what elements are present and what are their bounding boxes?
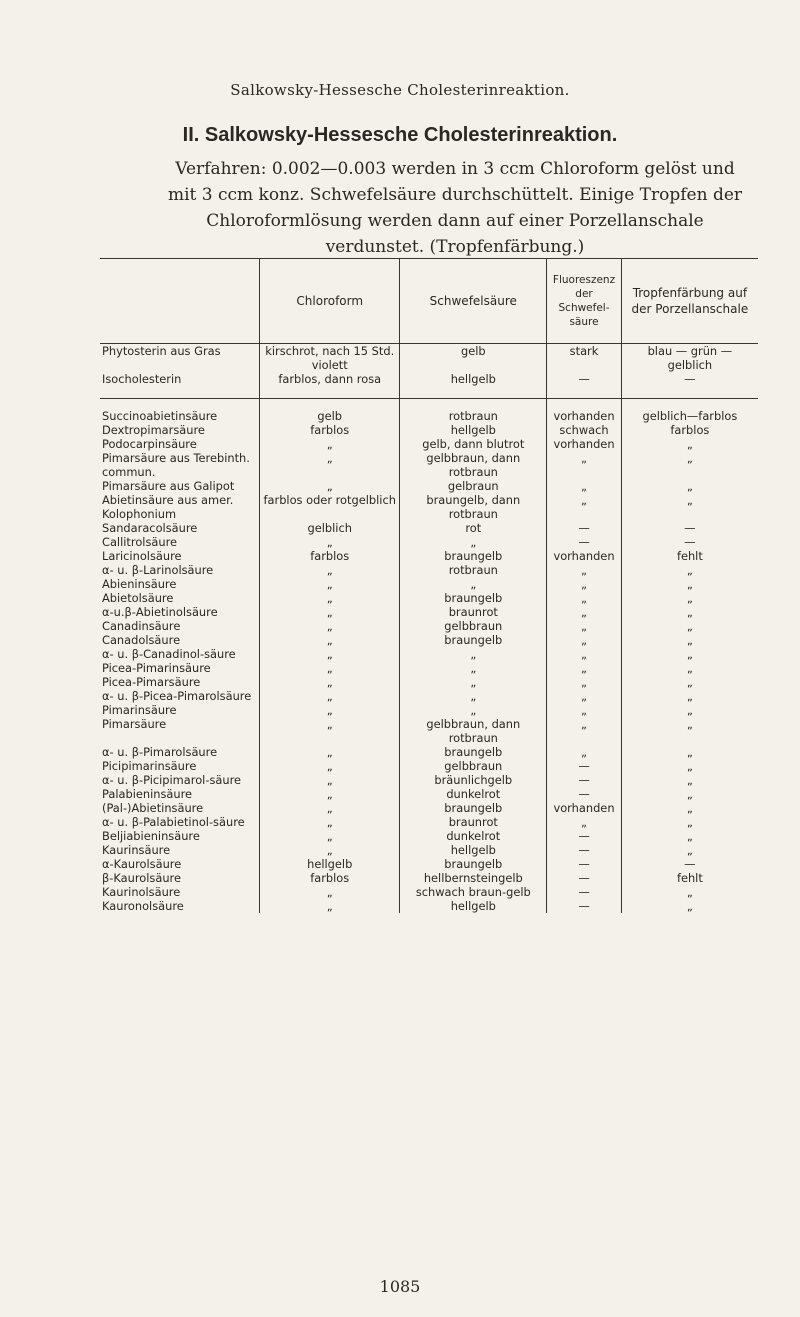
cell-tropfenfaerbung: farblos — [621, 423, 758, 437]
cell-fluoreszenz: „ — [547, 633, 621, 647]
cell-tropfenfaerbung: „ — [621, 829, 758, 843]
spacer-cell — [260, 399, 400, 410]
cell-substance: Phytosterin aus Gras — [102, 344, 221, 358]
table-row — [100, 717, 758, 745]
table-row — [100, 372, 758, 386]
table-row — [100, 563, 758, 577]
cell-fluoreszenz: „ — [547, 675, 621, 689]
cell-substance: Palabieninsäure — [102, 787, 193, 801]
cell-fluoreszenz: „ — [547, 451, 621, 479]
acid-rows — [100, 399, 758, 914]
cell-tropfenfaerbung: „ — [621, 493, 758, 521]
cell-tropfenfaerbung: „ — [621, 633, 758, 647]
cell-chloroform: „ — [260, 563, 400, 577]
cell-chloroform: „ — [260, 647, 400, 661]
cell-schwefelsaeure: braunrot — [400, 815, 547, 829]
cell-fluoreszenz: vorhanden — [547, 437, 621, 451]
table-row — [100, 871, 758, 885]
cell-chloroform: „ — [260, 773, 400, 787]
table-row — [100, 451, 758, 479]
cell-chloroform: hellgelb — [260, 857, 400, 871]
cell-schwefelsaeure: braungelb — [400, 591, 547, 605]
cell-substance: Pimarsäure aus Galipot — [102, 479, 235, 493]
cell-chloroform: „ — [260, 829, 400, 843]
cell-tropfenfaerbung: „ — [621, 717, 758, 745]
table-row — [100, 493, 758, 521]
table-row — [100, 857, 758, 871]
cell-chloroform: farblos — [260, 871, 400, 885]
table-row — [100, 661, 758, 675]
cell-tropfenfaerbung: — — [621, 521, 758, 535]
separator-cell — [100, 386, 260, 399]
cell-fluoreszenz: — — [547, 857, 621, 871]
cell-chloroform: „ — [260, 675, 400, 689]
table-row — [100, 605, 758, 619]
cell-fluoreszenz: — — [547, 829, 621, 843]
cell-fluoreszenz: schwach — [547, 423, 621, 437]
cell-tropfenfaerbung: „ — [621, 689, 758, 703]
cell-chloroform: „ — [260, 479, 400, 493]
table-row — [100, 619, 758, 633]
cell-tropfenfaerbung: „ — [621, 577, 758, 591]
cell-fluoreszenz: „ — [547, 703, 621, 717]
cell-schwefelsaeure: dunkelrot — [400, 829, 547, 843]
cell-chloroform: farblos, dann rosa — [260, 372, 400, 386]
cell-fluoreszenz: — — [547, 885, 621, 899]
cell-schwefelsaeure: gelbbraun — [400, 619, 547, 633]
cell-schwefelsaeure: rotbraun — [400, 563, 547, 577]
cell-tropfenfaerbung: „ — [621, 563, 758, 577]
cell-fluoreszenz: „ — [547, 493, 621, 521]
cell-chloroform: „ — [260, 801, 400, 815]
cell-chloroform: „ — [260, 815, 400, 829]
cell-schwefelsaeure: bräunlichgelb — [400, 773, 547, 787]
cell-tropfenfaerbung: „ — [621, 801, 758, 815]
cell-fluoreszenz: „ — [547, 689, 621, 703]
cell-chloroform: kirschrot, nach 15 Std. violett — [260, 344, 400, 373]
table-row — [100, 899, 758, 913]
cell-substance: Kaurinolsäure — [102, 885, 181, 899]
table-separator — [100, 386, 758, 399]
cell-substance: α-u.β-Abietinolsäure — [102, 605, 218, 619]
cell-substance: α- u. β-Pimarolsäure — [102, 745, 218, 759]
cell-chloroform: „ — [260, 591, 400, 605]
cell-schwefelsaeure: gelbbraun, dann rotbraun — [400, 717, 547, 745]
cell-schwefelsaeure: braungelb — [400, 801, 547, 815]
cell-substance: Laricinolsäure — [102, 549, 182, 563]
cell-fluoreszenz: stark — [547, 344, 621, 373]
cell-tropfenfaerbung: fehlt — [621, 871, 758, 885]
table-row — [100, 647, 758, 661]
table-row — [100, 633, 758, 647]
cell-fluoreszenz: „ — [547, 563, 621, 577]
separator-cell — [260, 386, 400, 399]
table-row — [100, 773, 758, 787]
cell-substance: Kauronolsäure — [102, 899, 184, 913]
cell-tropfenfaerbung: „ — [621, 437, 758, 451]
cell-chloroform: farblos — [260, 423, 400, 437]
cell-chloroform: „ — [260, 619, 400, 633]
cell-substance: Pimarsäure — [102, 717, 167, 731]
table-row — [100, 745, 758, 759]
cell-tropfenfaerbung: „ — [621, 605, 758, 619]
cell-tropfenfaerbung: „ — [621, 619, 758, 633]
cell-fluoreszenz: „ — [547, 815, 621, 829]
table-row — [100, 801, 758, 815]
cell-substance: Succinoabietinsäure — [102, 409, 218, 423]
cell-schwefelsaeure: „ — [400, 703, 547, 717]
cell-fluoreszenz: „ — [547, 647, 621, 661]
table-row — [100, 549, 758, 563]
table-row — [100, 577, 758, 591]
cell-schwefelsaeure: gelbbraun, dann rotbraun — [400, 451, 547, 479]
cell-chloroform: „ — [260, 703, 400, 717]
cell-schwefelsaeure: schwach braun-gelb — [400, 885, 547, 899]
cell-tropfenfaerbung: „ — [621, 703, 758, 717]
header-fluoreszenz: Fluoreszenz der Schwefel-säure — [547, 259, 621, 344]
cell-substance: α- u. β-Picipimarol-säure — [102, 773, 242, 787]
cell-schwefelsaeure: „ — [400, 535, 547, 549]
spacer-cell — [100, 399, 260, 410]
cell-schwefelsaeure: hellgelb — [400, 899, 547, 913]
header-schwefelsaeure: Schwefelsäure — [400, 259, 547, 344]
table-row — [100, 675, 758, 689]
cell-substance: α- u. β-Picea-Pimarolsäure — [102, 689, 252, 703]
cell-schwefelsaeure: gelbbraun — [400, 759, 547, 773]
cell-schwefelsaeure: braungelb — [400, 857, 547, 871]
procedure-text: Verfahren: 0.002—0.003 werden in 3 ccm Chloroform gelöst und mit 3 ccm konz. Schwefelsäure durchschüttelt. Einige Tropfen der Chloroformlösung werden dann auf einer Porzellanschale verdunstet. (Tropfenfärbung.) — [167, 159, 743, 257]
cell-chloroform: farblos oder rotgelblich — [260, 493, 400, 521]
table-spacer — [100, 399, 758, 410]
table-row — [100, 885, 758, 899]
cell-tropfenfaerbung: „ — [621, 661, 758, 675]
cell-schwefelsaeure: gelb, dann blutrot — [400, 437, 547, 451]
table-row — [100, 843, 758, 857]
cell-fluoreszenz: — — [547, 372, 621, 386]
cell-chloroform: „ — [260, 843, 400, 857]
cell-schwefelsaeure: „ — [400, 661, 547, 675]
cell-tropfenfaerbung: fehlt — [621, 549, 758, 563]
cell-substance: β-Kaurolsäure — [102, 871, 181, 885]
cell-tropfenfaerbung: „ — [621, 675, 758, 689]
cell-fluoreszenz: „ — [547, 479, 621, 493]
cell-chloroform: „ — [260, 885, 400, 899]
cell-schwefelsaeure: braungelb — [400, 745, 547, 759]
cell-chloroform: „ — [260, 745, 400, 759]
cell-substance: Abietolsäure — [102, 591, 174, 605]
cell-fluoreszenz: — — [547, 773, 621, 787]
cell-schwefelsaeure: rot — [400, 521, 547, 535]
cell-substance: Abietinsäure aus amer. Kolophonium — [102, 493, 234, 521]
cell-schwefelsaeure: gelbraun — [400, 479, 547, 493]
cell-fluoreszenz: „ — [547, 619, 621, 633]
cell-fluoreszenz: „ — [547, 605, 621, 619]
cell-chloroform: „ — [260, 633, 400, 647]
header-chloroform: Chloroform — [260, 259, 400, 344]
cell-chloroform: „ — [260, 787, 400, 801]
reaction-table — [100, 258, 758, 913]
cell-substance: Pimarsäure aus Terebinth. commun. — [102, 451, 250, 479]
cell-tropfenfaerbung: „ — [621, 885, 758, 899]
cell-fluoreszenz: „ — [547, 591, 621, 605]
cell-schwefelsaeure: hellgelb — [400, 843, 547, 857]
cell-substance: Canadinsäure — [102, 619, 181, 633]
cell-tropfenfaerbung: „ — [621, 773, 758, 787]
cell-substance: Kaurinsäure — [102, 843, 171, 857]
cell-schwefelsaeure: rotbraun — [400, 409, 547, 423]
table-row — [100, 535, 758, 549]
cell-tropfenfaerbung: — — [621, 535, 758, 549]
cell-substance: Picipimarinsäure — [102, 759, 197, 773]
cell-fluoreszenz: vorhanden — [547, 549, 621, 563]
table-row — [100, 703, 758, 717]
cell-tropfenfaerbung: „ — [621, 479, 758, 493]
cell-chloroform: „ — [260, 899, 400, 913]
cell-substance: α- u. β-Canadinol-säure — [102, 647, 236, 661]
header-tropfenfaerbung: Tropfenfärbung auf der Porzellanschale — [621, 259, 758, 344]
running-header: Salkowsky-Hessesche Cholesterinreaktion. — [230, 81, 570, 99]
cell-fluoreszenz: — — [547, 899, 621, 913]
table-row — [100, 787, 758, 801]
table-row — [100, 423, 758, 437]
cell-tropfenfaerbung: „ — [621, 591, 758, 605]
table-row — [100, 815, 758, 829]
table-header-row — [100, 259, 758, 344]
cell-substance: α-Kaurolsäure — [102, 857, 182, 871]
cell-chloroform: „ — [260, 577, 400, 591]
cell-tropfenfaerbung: „ — [621, 451, 758, 479]
cell-substance: Picea-Pimarsäure — [102, 675, 201, 689]
cell-tropfenfaerbung: blau — grün — gelblich — [621, 344, 758, 373]
cell-schwefelsaeure: braunrot — [400, 605, 547, 619]
cell-chloroform: „ — [260, 689, 400, 703]
cell-chloroform: gelb — [260, 409, 400, 423]
header-substance — [100, 259, 260, 344]
cell-fluoreszenz: „ — [547, 745, 621, 759]
separator-cell — [621, 386, 758, 399]
cell-schwefelsaeure: braungelb — [400, 549, 547, 563]
reference-rows — [100, 344, 758, 399]
cell-schwefelsaeure: hellbernsteingelb — [400, 871, 547, 885]
cell-schwefelsaeure: dunkelrot — [400, 787, 547, 801]
cell-schwefelsaeure: „ — [400, 675, 547, 689]
spacer-cell — [621, 399, 758, 410]
section-title: II. Salkowsky-Hessesche Cholesterinreaktion. — [182, 124, 618, 146]
cell-substance: Sandaracolsäure — [102, 521, 198, 535]
cell-tropfenfaerbung: — — [621, 372, 758, 386]
cell-chloroform: „ — [260, 605, 400, 619]
cell-chloroform: „ — [260, 437, 400, 451]
cell-chloroform: farblos — [260, 549, 400, 563]
cell-tropfenfaerbung: „ — [621, 759, 758, 773]
cell-substance: Picea-Pimarinsäure — [102, 661, 211, 675]
cell-schwefelsaeure: braungelb — [400, 633, 547, 647]
cell-fluoreszenz: vorhanden — [547, 801, 621, 815]
cell-substance: Podocarpinsäure — [102, 437, 197, 451]
cell-chloroform: „ — [260, 535, 400, 549]
table-row — [100, 759, 758, 773]
cell-schwefelsaeure: hellgelb — [400, 372, 547, 386]
cell-fluoreszenz: — — [547, 787, 621, 801]
table-row — [100, 437, 758, 451]
table-row — [100, 829, 758, 843]
cell-chloroform: „ — [260, 451, 400, 479]
cell-fluoreszenz: — — [547, 535, 621, 549]
cell-fluoreszenz: vorhanden — [547, 409, 621, 423]
cell-schwefelsaeure: „ — [400, 689, 547, 703]
table-row — [100, 344, 758, 373]
cell-fluoreszenz: „ — [547, 577, 621, 591]
cell-fluoreszenz: „ — [547, 661, 621, 675]
spacer-cell — [400, 399, 547, 410]
cell-fluoreszenz: — — [547, 759, 621, 773]
cell-tropfenfaerbung: — — [621, 857, 758, 871]
cell-chloroform: „ — [260, 759, 400, 773]
cell-substance: Dextropimarsäure — [102, 423, 205, 437]
table-row — [100, 479, 758, 493]
cell-fluoreszenz: „ — [547, 717, 621, 745]
cell-schwefelsaeure: „ — [400, 577, 547, 591]
cell-tropfenfaerbung: „ — [621, 647, 758, 661]
table-row — [100, 521, 758, 535]
cell-tropfenfaerbung: „ — [621, 787, 758, 801]
cell-chloroform: „ — [260, 661, 400, 675]
cell-schwefelsaeure: hellgelb — [400, 423, 547, 437]
cell-fluoreszenz: — — [547, 521, 621, 535]
cell-substance: Callitrolsäure — [102, 535, 178, 549]
table-row — [100, 689, 758, 703]
cell-fluoreszenz: — — [547, 871, 621, 885]
cell-chloroform: „ — [260, 717, 400, 745]
cell-tropfenfaerbung: „ — [621, 843, 758, 857]
cell-substance: Beljiabieninsäure — [102, 829, 200, 843]
separator-cell — [547, 386, 621, 399]
cell-substance: Canadolsäure — [102, 633, 181, 647]
cell-tropfenfaerbung: „ — [621, 745, 758, 759]
cell-schwefelsaeure: gelb — [400, 344, 547, 373]
cell-schwefelsaeure: braungelb, dann rotbraun — [400, 493, 547, 521]
cell-tropfenfaerbung: „ — [621, 899, 758, 913]
table-row — [100, 409, 758, 423]
separator-cell — [400, 386, 547, 399]
spacer-cell — [547, 399, 621, 410]
cell-tropfenfaerbung: „ — [621, 815, 758, 829]
cell-fluoreszenz: — — [547, 843, 621, 857]
cell-substance: α- u. β-Larinolsäure — [102, 563, 214, 577]
cell-substance: Isocholesterin — [102, 372, 182, 386]
cell-chloroform: gelblich — [260, 521, 400, 535]
table-row — [100, 591, 758, 605]
cell-substance: Abieninsäure — [102, 577, 177, 591]
cell-substance: (Pal-)Abietinsäure — [102, 801, 204, 815]
cell-substance: Pimarinsäure — [102, 703, 177, 717]
cell-tropfenfaerbung: gelblich—farblos — [621, 409, 758, 423]
cell-substance: α- u. β-Palabietinol-säure — [102, 815, 245, 829]
cell-schwefelsaeure: „ — [400, 647, 547, 661]
page-number: 1085 — [379, 1277, 421, 1296]
